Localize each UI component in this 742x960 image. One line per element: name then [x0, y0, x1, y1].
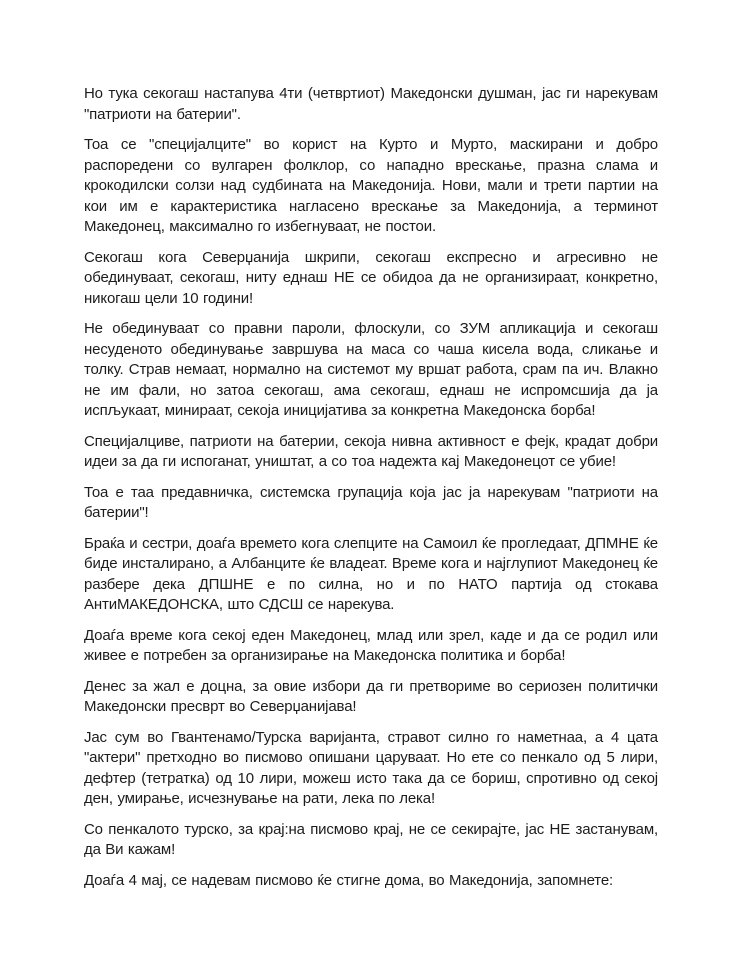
paragraph: Доаѓа време кога секој еден Македонец, млад или зрел, каде и да се родил или живее е потребен за организирање на Македонска политика и борба!	[84, 626, 658, 664]
paragraph: Специјалциве, патриоти на батерии, секоја нивна активност е фејк, крадат добри идеи за да ги испоганат, уништат, а со тоа надежта кај Македонецот се убие!	[84, 432, 658, 470]
paragraph: Доаѓа 4 мај, се надевам писмово ќе стигне дома, во Македонија, запомнете:	[84, 871, 614, 889]
paragraph: Со пенкалото турско, за крај:на писмово крај, не се секирајте, јас НЕ застанувам, да Ви кажам!	[84, 820, 658, 858]
paragraph: Секогаш кога Северџанија шкрипи, секогаш експресно и агресивно не обединуваат, секогаш, ниту еднаш НЕ се обидоа да не организираат, конкретно, никогаш цели 10 години!	[84, 248, 658, 307]
paragraph: Но тука секогаш настапува 4ти (четвртиот) Македонски душман, јас ги нарекувам "патриоти на батерии".	[84, 85, 658, 123]
paragraph: Јас сум во Гвантенамо/Турска варијанта, стравот силно го наметнаа, а 4 цата "актери" претходно во писмово опишани царуваат. Но ете со пенкало од 5 лири, дефтер (тетратка) од 10 лири, можеш исто така да се бориш, спротивно од секој ден, умирање, исчезнување на рати, лека по лека!	[84, 728, 658, 807]
paragraph: Тоа е таа предавничка, системска групација која јас ја нарекувам "патриоти на батерии"!	[84, 483, 658, 521]
paragraph: Браќа и сестри, доаѓа времето кога слепците на Самоил ќе прогледаат, ДПМНЕ ќе биде инсталирано, а Албанците ќе владеат. Време кога и најглупиот Македонец ќе разбере дека ДПШНЕ е по силна, но и по НАТО партија од стокава АнтиМАКЕДОНСКА, што СДСШ се нарекува.	[84, 534, 658, 613]
paragraph: Тоа се "специјалците" во корист на Курто и Мурто, маскирани и добро распоредени со вулгарен фолклор, со нападно врескање, празна слама и крокодилски солзи над судбината на Македонија. Нови, мали и трети партии на кои им е карактеристика нагласено врескање за Македонија, а терминот Македонец, максимално го избегнуваат, не постои.	[84, 136, 658, 235]
paragraph: Денес за жал е доцна, за овие избори да ги претвориме во сериозен политички Македонски пресврт во Северџанијава!	[84, 677, 658, 715]
paragraph: Не обединуваат со правни пароли, флоскули, со ЗУМ апликација и секогаш несуденото обединување завршува на маса со чаша кисела вода, сликање и толку. Страв немаат, нормално на системот му вршат работа, срам па ич. Влакно не им фали, но затоа секогаш, ама секогаш, еднаш не испромсшија да ја испљукаат, минираат, секоја иницијатива за конкретна Македонска борба!	[84, 320, 658, 419]
